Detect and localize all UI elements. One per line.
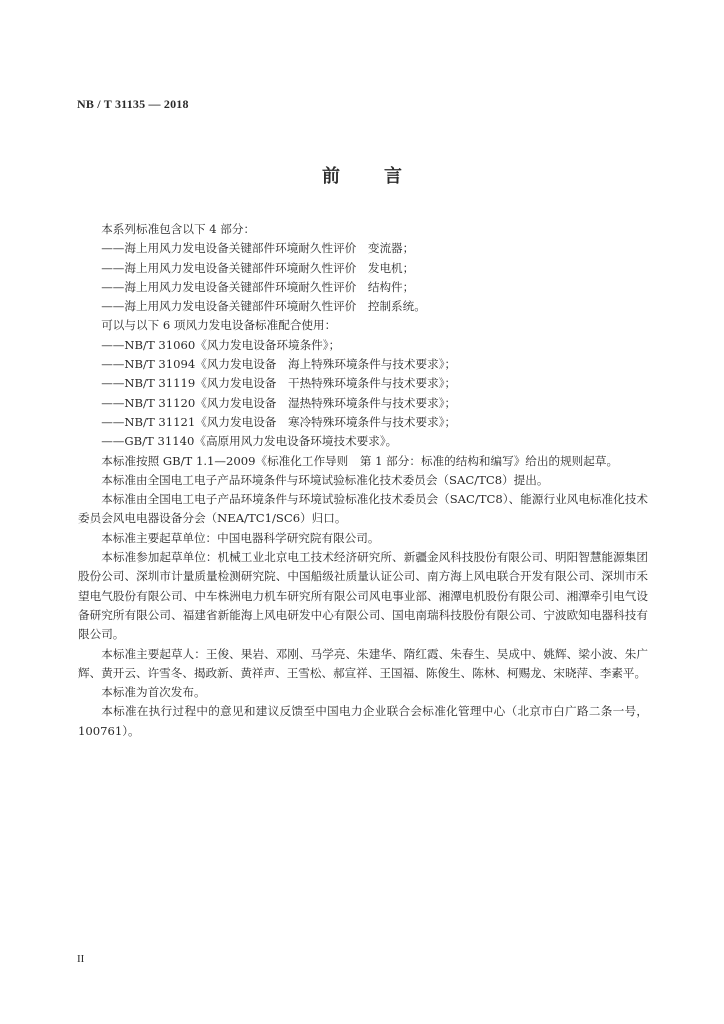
related-intro: 可以与以下 6 项风力发电设备标准配合使用：: [101, 318, 337, 333]
related-standard-item: ——NB/T 31121《风力发电设备 寒冷特殊环境条件与技术要求》；: [101, 414, 457, 429]
drafters-paragraph: 本标准主要起草人：王俊、果岩、邓刚、马学亮、朱建华、隋红霞、朱春生、吴成中、姚辉、梁小波、朱广辉、黄开云、许雪冬、揭政新、黄祥声、王雪松、郝宣祥、王国福、陈俊生、陈林、柯赐龙、宋晓萍、李素平。: [78, 646, 648, 680]
related-standard-item: ——GB/T 31140《高原用风力发电设备环境技术要求》。: [101, 434, 398, 449]
feedback-paragraph: 本标准在执行过程中的意见和建议反馈至中国电力企业联合会标准化管理中心（北京市白广路二条一号，100761）。: [78, 704, 648, 738]
part-item: ——海上用风力发电设备关键部件环境耐久性评价 结构件；: [101, 279, 415, 294]
foreword-body: [78, 220, 648, 741]
related-standard-item: ——NB/T 31060《风力发电设备环境条件》；: [101, 337, 341, 352]
drafting-rules-paragraph: 本标准按照 GB/T 1.1—2009《标准化工作导则 第 1 部分：标准的结构和编写》给出的规则起草。: [101, 453, 619, 468]
related-standard-item: ——NB/T 31094《风力发电设备 海上特殊环境条件与技术要求》；: [101, 357, 457, 372]
section-title: [0, 162, 724, 188]
related-standard-item: ——NB/T 31120《风力发电设备 湿热特殊环境条件与技术要求》；: [101, 395, 457, 410]
part-item: ——海上用风力发电设备关键部件环境耐久性评价 控制系统。: [101, 299, 426, 314]
title-char-1: 前: [322, 166, 340, 187]
main-drafter-paragraph: 本标准主要起草单位：中国电器科学研究院有限公司。: [101, 530, 380, 545]
page-number: II: [77, 953, 85, 965]
first-release-paragraph: 本标准为首次发布。: [101, 685, 206, 700]
series-intro: 本系列标准包含以下 4 部分：: [101, 222, 256, 236]
proposed-by-paragraph: 本标准由全国电工电子产品环境条件与环境试验标准化技术委员会（SAC/TC8）提出。: [101, 472, 549, 487]
managed-by-paragraph: 本标准由全国电工电子产品环境条件与环境试验标准化技术委员会（SAC/TC8）、能源行业风电标准化技术委员会风电电器设备分会（NEA/TC1/SC6）归口。: [78, 492, 648, 526]
standard-code: NB / T 31135 — 2018: [77, 97, 189, 111]
participants-paragraph: 本标准参加起草单位：机械工业北京电工技术经济研究所、新疆金风科技股份有限公司、明阳智慧能源集团股份公司、深圳市计量质量检测研究院、中国船级社质量认证公司、南方海上风电联合开发有限公司、深圳市禾望电气股份有限公司、中车株洲电力机车研究所有限公司风电事业部、湘潭电机股份有限公司、湘潭牵引电气设备研究所有限公司、福建省新能海上风电研发中心有限公司、国电南瑞科技股份有限公司、宁波欧知电器科技有限公司。: [78, 550, 648, 642]
part-item: ——海上用风力发电设备关键部件环境耐久性评价 发电机；: [101, 260, 415, 275]
related-standard-item: ——NB/T 31119《风力发电设备 干热特殊环境条件与技术要求》；: [101, 376, 457, 391]
part-item: ——海上用风力发电设备关键部件环境耐久性评价 变流器；: [101, 241, 415, 256]
title-char-2: 言: [384, 166, 402, 187]
